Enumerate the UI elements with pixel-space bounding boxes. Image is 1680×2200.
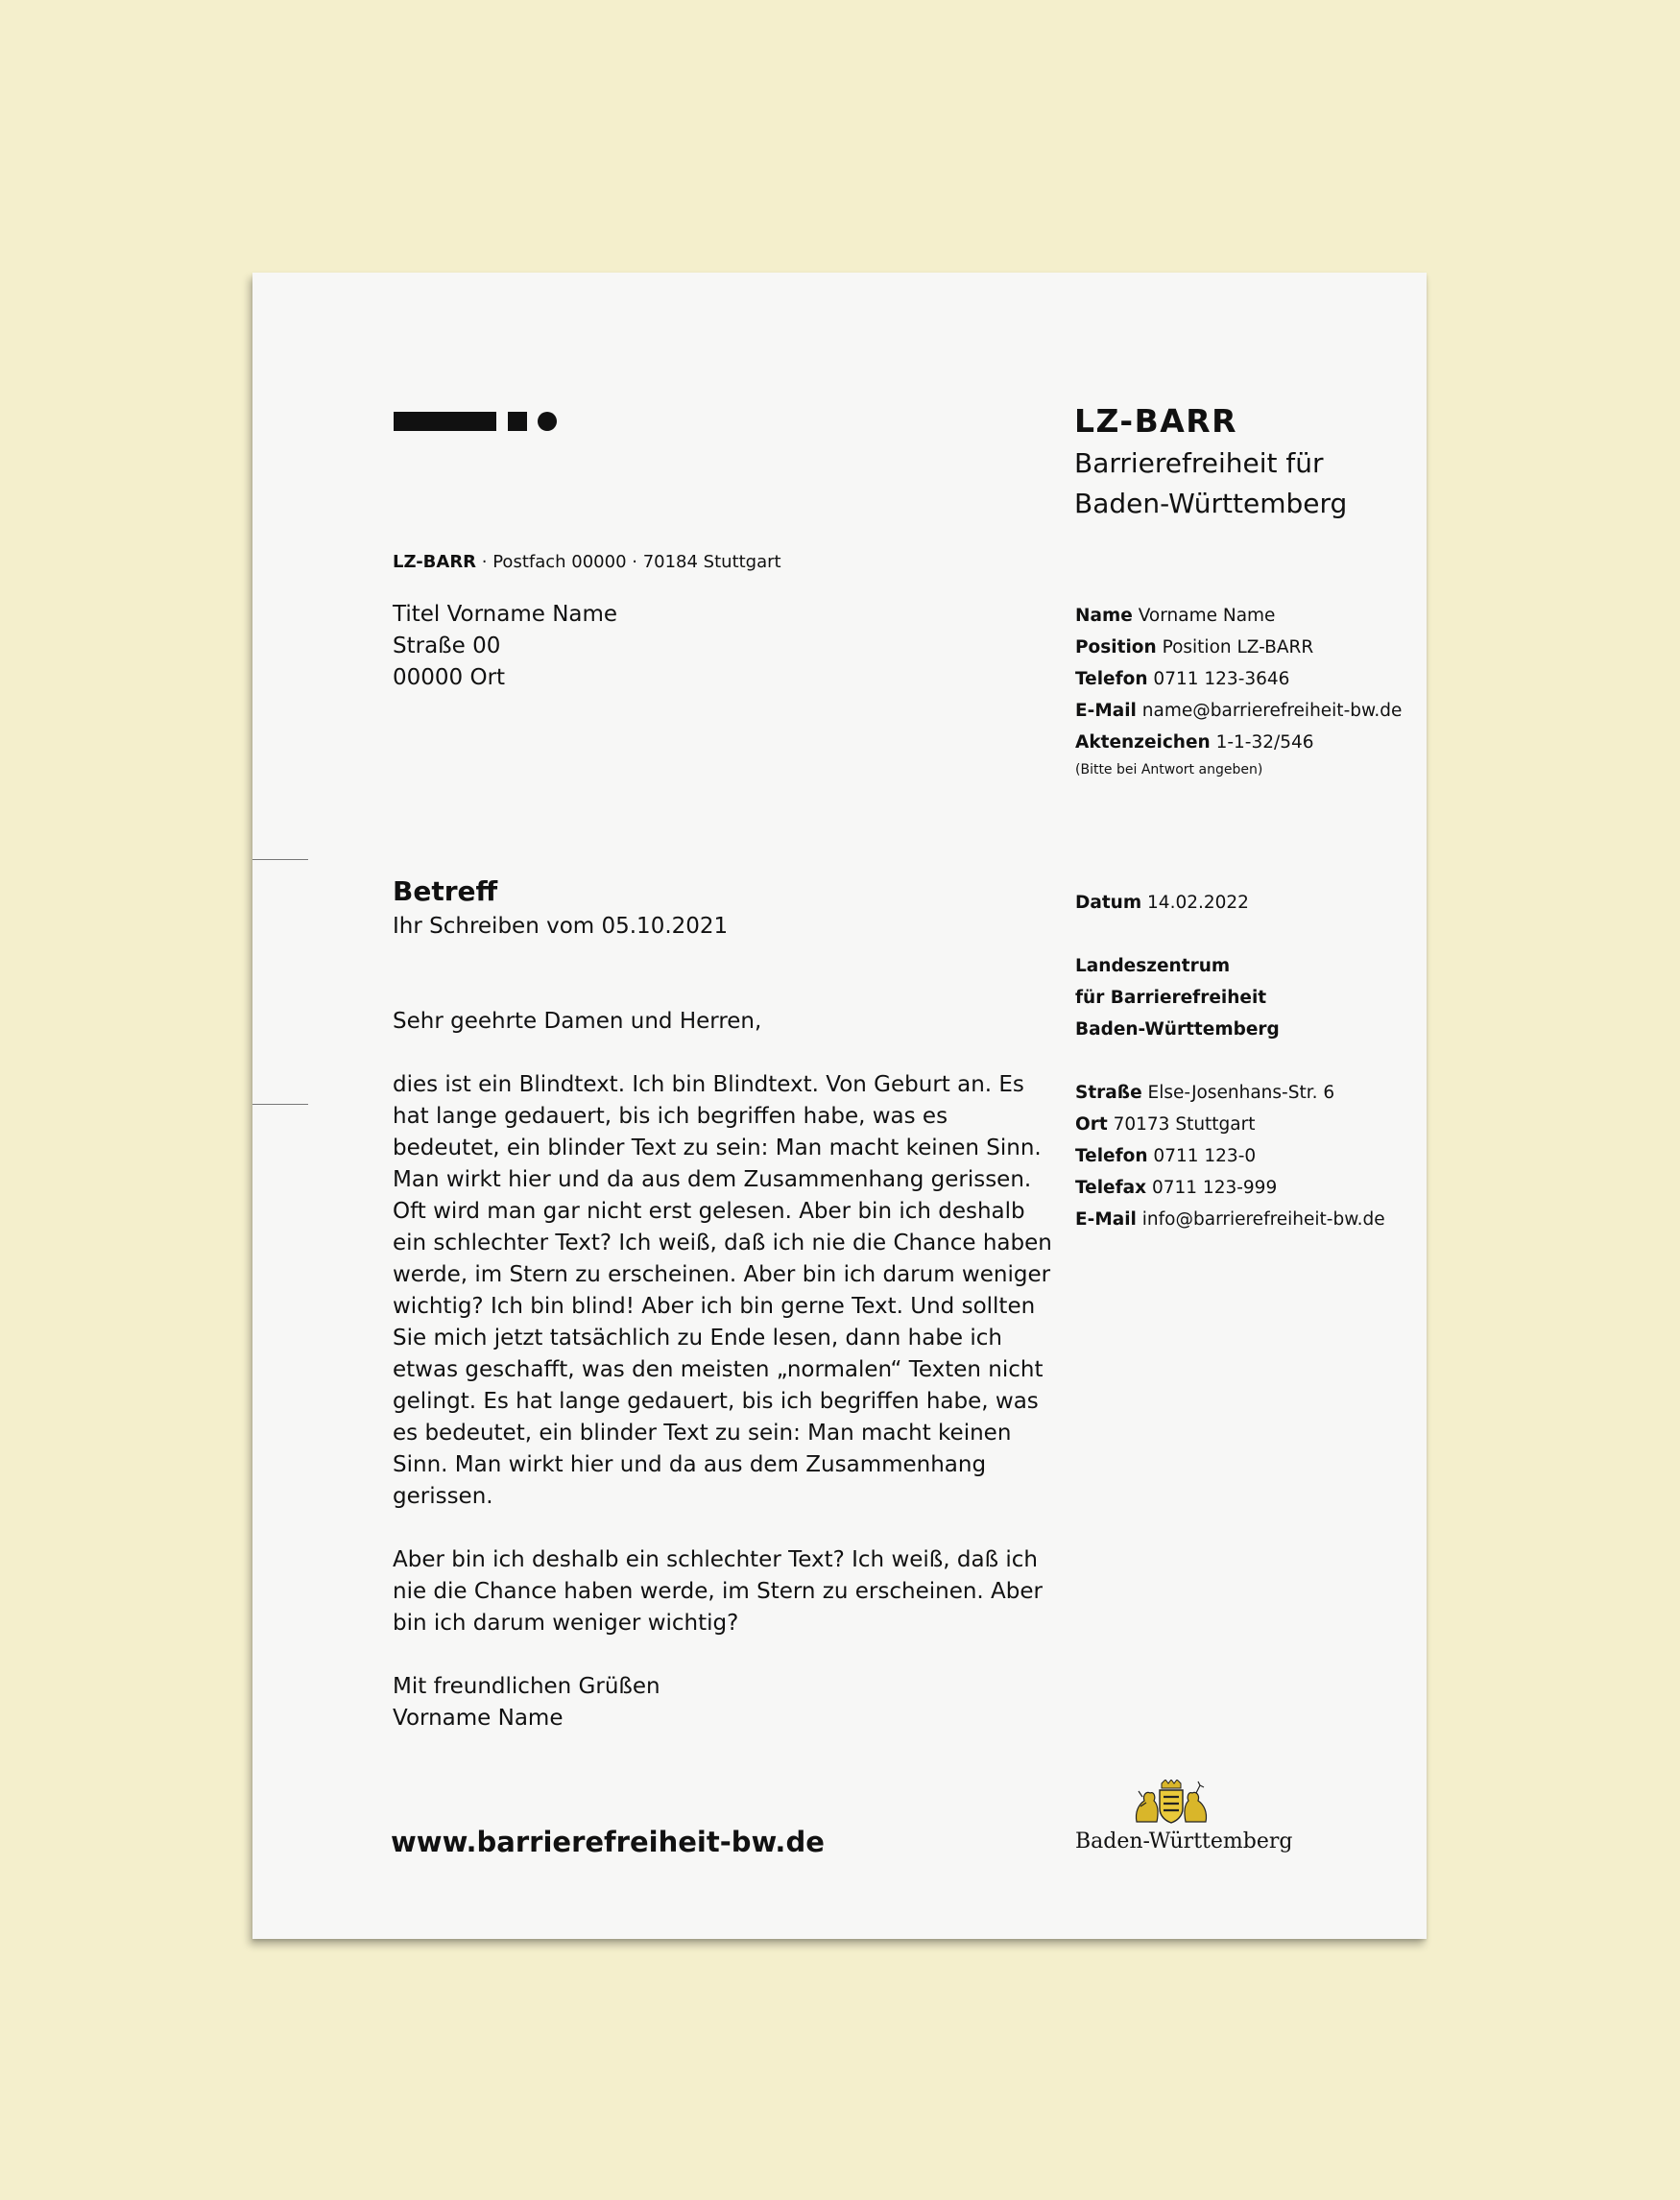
contact-file-label: Aktenzeichen [1075, 732, 1211, 753]
subject-title: Betreff [393, 875, 498, 907]
contact-file-row [1075, 727, 1402, 758]
recipient-city: 00000 Ort [393, 665, 506, 690]
fold-mark-top [252, 859, 308, 860]
email-row [1075, 1204, 1385, 1235]
phone-row [1075, 1140, 1385, 1172]
state-name: Baden-Württemberg [1075, 1829, 1293, 1853]
subject-reference: Ihr Schreiben vom 05.10.2021 [393, 914, 729, 939]
contact-email-label: E-Mail [1075, 701, 1137, 721]
institution-line1 [1075, 950, 1385, 982]
institution-line2-text: für Barrierefreiheit [1075, 988, 1267, 1008]
contact-phone-label: Telefon [1075, 669, 1148, 689]
city-value: 70173 Stuttgart [1113, 1114, 1256, 1135]
letter-sheet [252, 273, 1427, 1939]
org-name: LZ-BARR [1074, 402, 1238, 440]
date-row [1075, 887, 1385, 919]
contact-phone-value: 0711 123-3646 [1153, 669, 1290, 689]
contact-position-row [1075, 632, 1402, 663]
sender-address: · Postfach 00000 · 70184 Stuttgart [476, 552, 781, 572]
institution-line3 [1075, 1014, 1385, 1045]
fax-label: Telefax [1075, 1178, 1147, 1198]
email-value: info@barrierefreiheit-bw.de [1141, 1209, 1385, 1230]
institution-line3-text: Baden-Württemberg [1075, 1019, 1280, 1040]
date-value: 14.02.2022 [1147, 893, 1249, 913]
website-link[interactable]: www.barrierefreiheit-bw.de [391, 1826, 825, 1858]
closing: Mit freundlichen Grüßen [393, 1674, 660, 1699]
sender-org: LZ-BARR [393, 552, 477, 572]
contact-name-label: Name [1075, 606, 1133, 626]
recipient-street: Straße 00 [393, 634, 501, 658]
phone-label: Telefon [1075, 1146, 1148, 1166]
contact-email-value: name@barrierefreiheit-bw.de [1141, 701, 1403, 721]
street-value: Else-Josenhans-Str. 6 [1147, 1083, 1335, 1103]
body-paragraph-2: Aber bin ich deshalb ein schlechter Text? Ich weiß, daß ich nie die Chance haben werde, im Stern zu erscheinen. Aber bin ich darum weniger wichtig? [393, 1547, 1043, 1636]
coat-of-arms-icon [1129, 1780, 1213, 1824]
info-column [1075, 887, 1385, 1235]
date-label: Datum [1075, 893, 1142, 913]
phone-value: 0711 123-0 [1153, 1146, 1257, 1166]
street-label: Straße [1075, 1083, 1142, 1103]
contact-phone-row [1075, 663, 1402, 695]
fax-value: 0711 123-999 [1151, 1178, 1278, 1198]
body-paragraph-1: dies ist ein Blindtext. Ich bin Blindtext. Von Geburt an. Es hat lange gedauert, bis ich begriffen habe, was es bedeutet, ein blinder Text zu sein: Man macht keinen Sinn. Man wirkt hier und da aus dem Zusammenhang gerissen. Oft wird man gar nicht erst gelesen. Aber bin ich deshalb ein schlechter Text? Ich weiß, daß ich nie die Chance haben werde, im Stern zu erscheinen. Aber bin ich darum weniger wichtig? Ich bin blind! Aber ich bin gerne Text. Und sollten Sie mich jetzt tatsächlich zu Ende lesen, dann habe ich etwas geschafft, was den meisten „normalen“ Texten nicht gelingt. Es hat lange gedauert, bis ich begriffen habe, was es bedeutet, ein blinder Text zu sein: Man macht keinen Sinn. Man wirkt hier und da aus dem Zusammenhang gerissen. [393, 1072, 1052, 1509]
recipient-name: Titel Vorname Name [393, 602, 618, 627]
contact-block [1075, 600, 1402, 758]
contact-name-value: Vorname Name [1138, 606, 1276, 626]
letter-body [393, 1006, 1055, 1734]
contact-note: (Bitte bei Antwort angeben) [1075, 762, 1263, 777]
street-row [1075, 1077, 1385, 1109]
institution-line1-text: Landeszentrum [1075, 956, 1231, 976]
recipient-address [393, 599, 617, 694]
org-subtitle [1074, 443, 1401, 524]
salutation: Sehr geehrte Damen und Herren, [393, 1009, 762, 1034]
signature: Vorname Name [393, 1706, 564, 1731]
contact-position-value: Position LZ-BARR [1162, 637, 1314, 658]
email-label: E-Mail [1075, 1209, 1137, 1230]
fold-mark-bottom [252, 1104, 308, 1105]
contact-file-value: 1-1-32/546 [1215, 732, 1314, 753]
org-subtitle-line2: Baden-Württemberg [1074, 488, 1348, 519]
org-subtitle-line1: Barrierefreiheit für [1074, 447, 1324, 479]
institution-line2 [1075, 982, 1385, 1014]
city-row [1075, 1109, 1385, 1140]
contact-position-label: Position [1075, 637, 1157, 658]
contact-name-row [1075, 600, 1402, 632]
contact-email-row [1075, 695, 1402, 727]
sender-line [393, 552, 781, 572]
city-label: Ort [1075, 1114, 1108, 1135]
fax-row [1075, 1172, 1385, 1204]
